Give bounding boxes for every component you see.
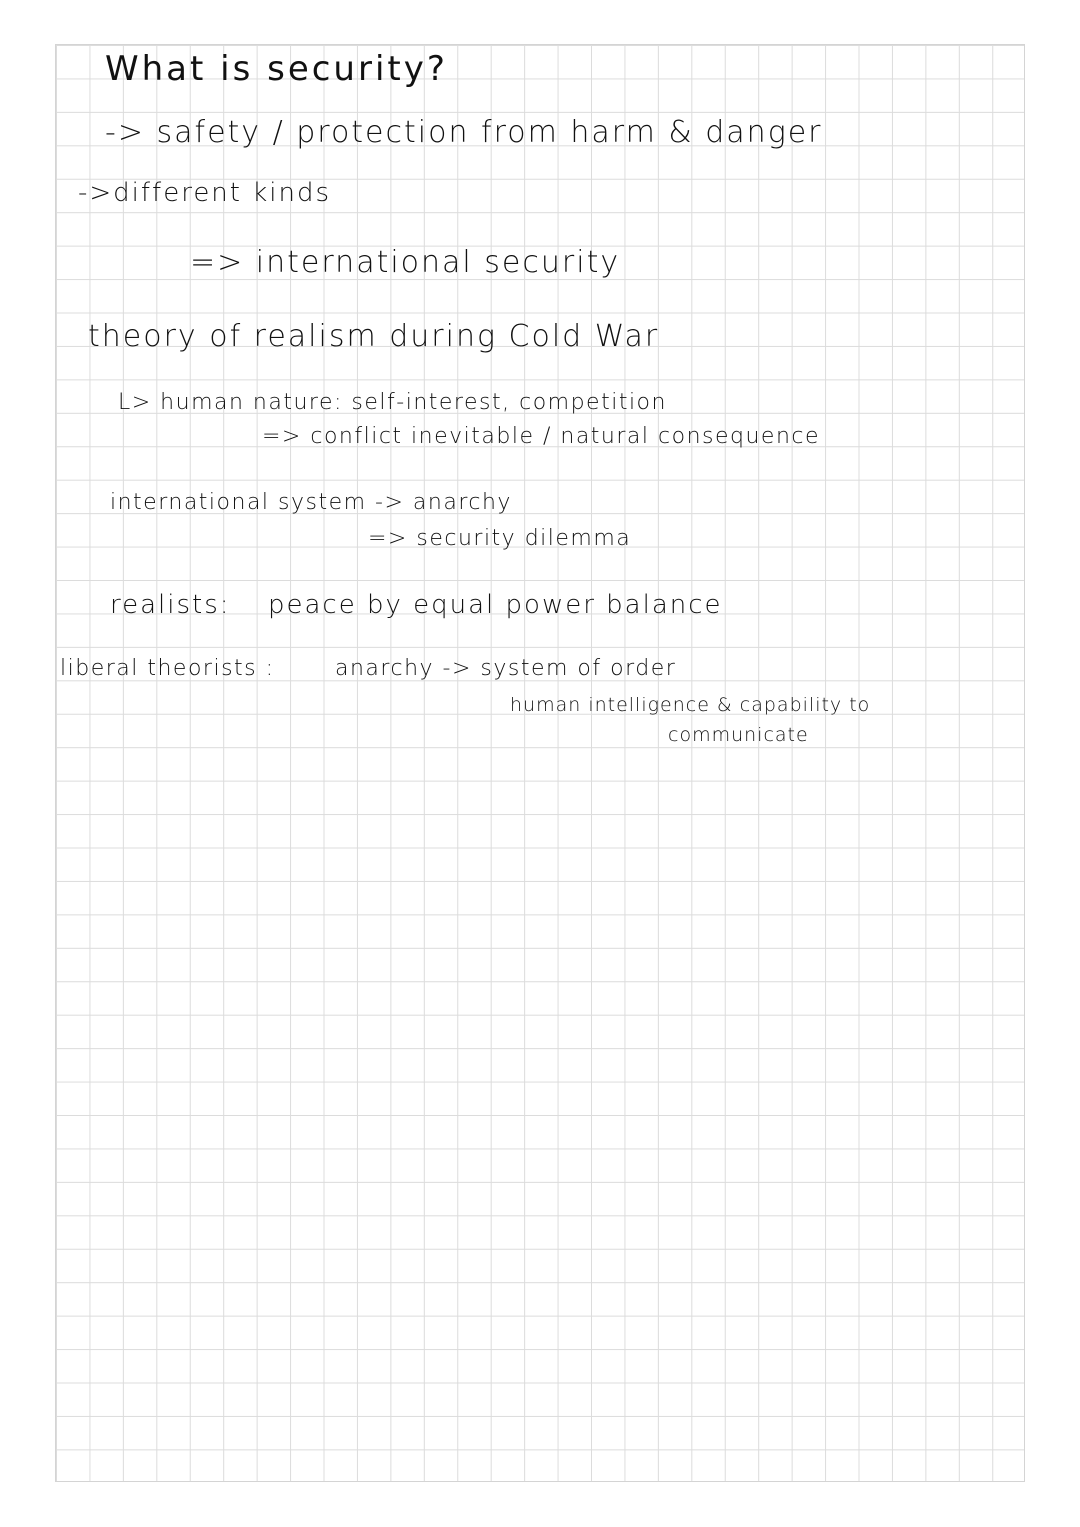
- note-line-human-intelligence: human intelligence & capability to: [510, 694, 871, 716]
- note-line-different-kinds: ->different kinds: [78, 178, 332, 208]
- note-line-human-nature: L> human nature: self-interest, competition: [118, 390, 667, 415]
- note-line-theory-of-realism: theory of realism during Cold War: [88, 319, 660, 354]
- note-line-safety: -> safety / protection from harm & danger: [105, 115, 823, 150]
- note-line-realists-text: peace by equal power balance: [268, 590, 723, 620]
- page-title: What is security?: [105, 49, 448, 89]
- note-line-liberal-theorists-label: liberal theorists :: [60, 656, 275, 681]
- note-line-realists-label: realists:: [110, 590, 231, 620]
- note-line-liberal-theorists-text: anarchy -> system of order: [335, 656, 677, 681]
- note-line-international-security: => international security: [190, 245, 621, 280]
- note-line-conflict-inevitable: => conflict inevitable / natural consequence: [262, 424, 821, 449]
- note-line-communicate: communicate: [668, 724, 809, 746]
- note-line-international-system: international system -> anarchy: [110, 490, 512, 515]
- note-line-security-dilemma: => security dilemma: [368, 526, 632, 551]
